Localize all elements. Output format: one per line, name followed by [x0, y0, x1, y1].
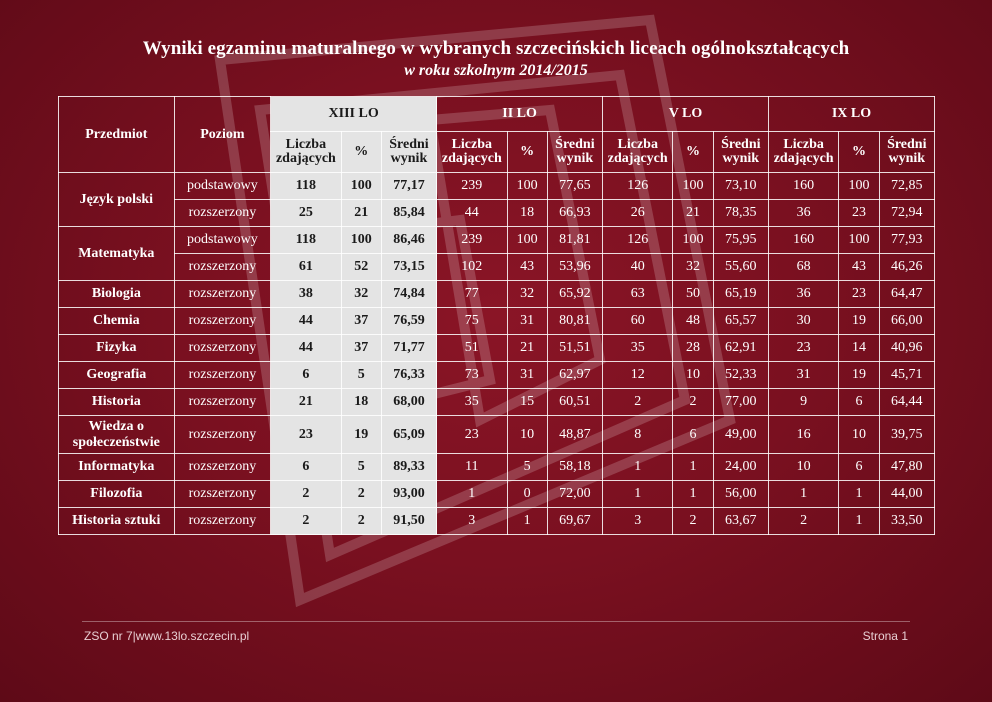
value-cell: 68	[768, 254, 838, 281]
value-cell: 24,00	[713, 454, 768, 481]
value-cell: 36	[768, 281, 838, 308]
value-cell: 48,87	[547, 416, 602, 454]
table-row	[59, 308, 935, 335]
value-cell: 10	[839, 416, 879, 454]
value-cell: 12	[603, 362, 673, 389]
table-row	[59, 416, 935, 454]
value-cell: 21	[271, 389, 341, 416]
value-cell: 68,00	[381, 389, 436, 416]
value-cell: 2	[341, 508, 381, 535]
value-cell: 2	[768, 508, 838, 535]
value-cell: 26	[603, 200, 673, 227]
footer-page-number: Strona 1	[862, 629, 908, 643]
value-cell: 21	[341, 200, 381, 227]
value-cell: 32	[507, 281, 547, 308]
value-cell: 14	[839, 335, 879, 362]
subject-cell: Biologia	[59, 281, 175, 308]
value-cell: 45,71	[879, 362, 934, 389]
value-cell: 37	[341, 335, 381, 362]
value-cell: 77,00	[713, 389, 768, 416]
value-cell: 118	[271, 173, 341, 200]
value-cell: 239	[437, 173, 507, 200]
level-cell: rozszerzony	[174, 362, 271, 389]
value-cell: 100	[673, 227, 713, 254]
value-cell: 1	[673, 481, 713, 508]
value-cell: 44	[271, 308, 341, 335]
value-cell: 6	[839, 389, 879, 416]
value-cell: 44	[437, 200, 507, 227]
value-cell: 10	[768, 454, 838, 481]
value-cell: 3	[437, 508, 507, 535]
level-cell: rozszerzony	[174, 308, 271, 335]
value-cell: 118	[271, 227, 341, 254]
subheader-percent: %	[507, 132, 547, 173]
value-cell: 6	[673, 416, 713, 454]
value-cell: 69,67	[547, 508, 602, 535]
value-cell: 44,00	[879, 481, 934, 508]
value-cell: 10	[673, 362, 713, 389]
subheader-percent: %	[673, 132, 713, 173]
value-cell: 1	[507, 508, 547, 535]
value-cell: 31	[507, 362, 547, 389]
value-cell: 25	[271, 200, 341, 227]
value-cell: 28	[673, 335, 713, 362]
subject-cell: Fizyka	[59, 335, 175, 362]
subject-cell: Wiedza o społeczeństwie	[59, 416, 175, 454]
value-cell: 15	[507, 389, 547, 416]
subject-cell: Język polski	[59, 173, 175, 227]
level-cell: rozszerzony	[174, 335, 271, 362]
value-cell: 77,93	[879, 227, 934, 254]
results-table	[58, 96, 935, 535]
subheader-avg: Średni wynik	[879, 132, 934, 173]
value-cell: 35	[437, 389, 507, 416]
value-cell: 60	[603, 308, 673, 335]
value-cell: 1	[437, 481, 507, 508]
value-cell: 35	[603, 335, 673, 362]
value-cell: 18	[341, 389, 381, 416]
level-cell: rozszerzony	[174, 416, 271, 454]
level-cell: podstawowy	[174, 173, 271, 200]
value-cell: 1	[839, 508, 879, 535]
value-cell: 239	[437, 227, 507, 254]
subheader-percent: %	[341, 132, 381, 173]
value-cell: 16	[768, 416, 838, 454]
value-cell: 30	[768, 308, 838, 335]
value-cell: 23	[839, 200, 879, 227]
subject-cell: Matematyka	[59, 227, 175, 281]
value-cell: 3	[603, 508, 673, 535]
value-cell: 160	[768, 173, 838, 200]
value-cell: 126	[603, 173, 673, 200]
subject-cell: Filozofia	[59, 481, 175, 508]
value-cell: 73,10	[713, 173, 768, 200]
level-cell: rozszerzony	[174, 389, 271, 416]
value-cell: 72,94	[879, 200, 934, 227]
value-cell: 80,81	[547, 308, 602, 335]
value-cell: 2	[673, 508, 713, 535]
value-cell: 58,18	[547, 454, 602, 481]
table-row	[59, 200, 935, 227]
value-cell: 43	[507, 254, 547, 281]
value-cell: 39,75	[879, 416, 934, 454]
value-cell: 100	[507, 227, 547, 254]
value-cell: 100	[839, 173, 879, 200]
value-cell: 21	[673, 200, 713, 227]
level-cell: rozszerzony	[174, 200, 271, 227]
value-cell: 50	[673, 281, 713, 308]
value-cell: 100	[673, 173, 713, 200]
value-cell: 73,15	[381, 254, 436, 281]
level-cell: rozszerzony	[174, 454, 271, 481]
value-cell: 55,60	[713, 254, 768, 281]
header-subject: Przedmiot	[59, 97, 175, 173]
value-cell: 63	[603, 281, 673, 308]
value-cell: 62,97	[547, 362, 602, 389]
value-cell: 19	[839, 362, 879, 389]
value-cell: 93,00	[381, 481, 436, 508]
value-cell: 81,81	[547, 227, 602, 254]
value-cell: 64,44	[879, 389, 934, 416]
value-cell: 91,50	[381, 508, 436, 535]
subheader-avg: Średni wynik	[713, 132, 768, 173]
value-cell: 89,33	[381, 454, 436, 481]
table-row	[59, 335, 935, 362]
value-cell: 18	[507, 200, 547, 227]
value-cell: 74,84	[381, 281, 436, 308]
subheader-count: Liczba zdających	[768, 132, 838, 173]
value-cell: 6	[271, 362, 341, 389]
header-school-ix: IX LO	[768, 97, 934, 132]
value-cell: 38	[271, 281, 341, 308]
value-cell: 1	[673, 454, 713, 481]
value-cell: 100	[507, 173, 547, 200]
value-cell: 32	[673, 254, 713, 281]
table-row	[59, 173, 935, 200]
level-cell: rozszerzony	[174, 254, 271, 281]
table-row	[59, 281, 935, 308]
subheader-percent: %	[839, 132, 879, 173]
value-cell: 2	[341, 481, 381, 508]
value-cell: 44	[271, 335, 341, 362]
table-row	[59, 227, 935, 254]
value-cell: 32	[341, 281, 381, 308]
value-cell: 72,00	[547, 481, 602, 508]
value-cell: 63,67	[713, 508, 768, 535]
value-cell: 52,33	[713, 362, 768, 389]
value-cell: 1	[768, 481, 838, 508]
value-cell: 52	[341, 254, 381, 281]
value-cell: 40,96	[879, 335, 934, 362]
value-cell: 76,33	[381, 362, 436, 389]
value-cell: 48	[673, 308, 713, 335]
value-cell: 6	[839, 454, 879, 481]
value-cell: 66,93	[547, 200, 602, 227]
value-cell: 56,00	[713, 481, 768, 508]
table-row	[59, 389, 935, 416]
value-cell: 33,50	[879, 508, 934, 535]
value-cell: 0	[507, 481, 547, 508]
value-cell: 65,92	[547, 281, 602, 308]
value-cell: 61	[271, 254, 341, 281]
subject-cell: Informatyka	[59, 454, 175, 481]
value-cell: 102	[437, 254, 507, 281]
header-school-v: V LO	[603, 97, 769, 132]
value-cell: 75,95	[713, 227, 768, 254]
value-cell: 23	[839, 281, 879, 308]
value-cell: 66,00	[879, 308, 934, 335]
value-cell: 78,35	[713, 200, 768, 227]
subject-cell: Historia sztuki	[59, 508, 175, 535]
value-cell: 37	[341, 308, 381, 335]
subheader-count: Liczba zdających	[603, 132, 673, 173]
value-cell: 21	[507, 335, 547, 362]
header-school-xiii: XIII LO	[271, 97, 437, 132]
footer-site: ZSO nr 7|www.13lo.szczecin.pl	[84, 629, 250, 643]
value-cell: 100	[341, 227, 381, 254]
value-cell: 51,51	[547, 335, 602, 362]
level-cell: rozszerzony	[174, 281, 271, 308]
header-school-ii: II LO	[437, 97, 603, 132]
page-title: Wyniki egzaminu maturalnego w wybranych szczecińskich liceach ogólnokształcących	[142, 38, 850, 59]
level-cell: rozszerzony	[174, 508, 271, 535]
value-cell: 60,51	[547, 389, 602, 416]
value-cell: 1	[603, 481, 673, 508]
subject-cell: Geografia	[59, 362, 175, 389]
value-cell: 1	[839, 481, 879, 508]
subheader-count: Liczba zdających	[271, 132, 341, 173]
value-cell: 31	[507, 308, 547, 335]
value-cell: 36	[768, 200, 838, 227]
value-cell: 77	[437, 281, 507, 308]
value-cell: 2	[673, 389, 713, 416]
value-cell: 47,80	[879, 454, 934, 481]
value-cell: 43	[839, 254, 879, 281]
value-cell: 77,65	[547, 173, 602, 200]
value-cell: 160	[768, 227, 838, 254]
value-cell: 2	[271, 508, 341, 535]
value-cell: 65,57	[713, 308, 768, 335]
value-cell: 71,77	[381, 335, 436, 362]
value-cell: 100	[341, 173, 381, 200]
value-cell: 9	[768, 389, 838, 416]
table-row	[59, 454, 935, 481]
subheader-avg: Średni wynik	[381, 132, 436, 173]
value-cell: 5	[341, 362, 381, 389]
value-cell: 64,47	[879, 281, 934, 308]
value-cell: 62,91	[713, 335, 768, 362]
value-cell: 46,26	[879, 254, 934, 281]
table-row	[59, 508, 935, 535]
value-cell: 19	[839, 308, 879, 335]
page-subtitle: w roku szkolnym 2014/2015	[404, 62, 588, 79]
value-cell: 86,46	[381, 227, 436, 254]
subheader-count: Liczba zdających	[437, 132, 507, 173]
value-cell: 23	[768, 335, 838, 362]
level-cell: rozszerzony	[174, 481, 271, 508]
value-cell: 2	[271, 481, 341, 508]
footer-divider	[82, 621, 910, 622]
value-cell: 31	[768, 362, 838, 389]
value-cell: 2	[603, 389, 673, 416]
value-cell: 23	[271, 416, 341, 454]
value-cell: 8	[603, 416, 673, 454]
value-cell: 85,84	[381, 200, 436, 227]
value-cell: 126	[603, 227, 673, 254]
value-cell: 65,09	[381, 416, 436, 454]
value-cell: 77,17	[381, 173, 436, 200]
value-cell: 19	[341, 416, 381, 454]
value-cell: 1	[603, 454, 673, 481]
table-row	[59, 481, 935, 508]
value-cell: 23	[437, 416, 507, 454]
subject-cell: Chemia	[59, 308, 175, 335]
value-cell: 72,85	[879, 173, 934, 200]
value-cell: 76,59	[381, 308, 436, 335]
value-cell: 11	[437, 454, 507, 481]
value-cell: 49,00	[713, 416, 768, 454]
table-row	[59, 362, 935, 389]
value-cell: 53,96	[547, 254, 602, 281]
header-level: Poziom	[174, 97, 271, 173]
subject-cell: Historia	[59, 389, 175, 416]
value-cell: 65,19	[713, 281, 768, 308]
subheader-avg: Średni wynik	[547, 132, 602, 173]
value-cell: 40	[603, 254, 673, 281]
value-cell: 73	[437, 362, 507, 389]
value-cell: 10	[507, 416, 547, 454]
value-cell: 5	[507, 454, 547, 481]
value-cell: 6	[271, 454, 341, 481]
value-cell: 51	[437, 335, 507, 362]
level-cell: podstawowy	[174, 227, 271, 254]
table-row	[59, 254, 935, 281]
value-cell: 100	[839, 227, 879, 254]
value-cell: 5	[341, 454, 381, 481]
value-cell: 75	[437, 308, 507, 335]
